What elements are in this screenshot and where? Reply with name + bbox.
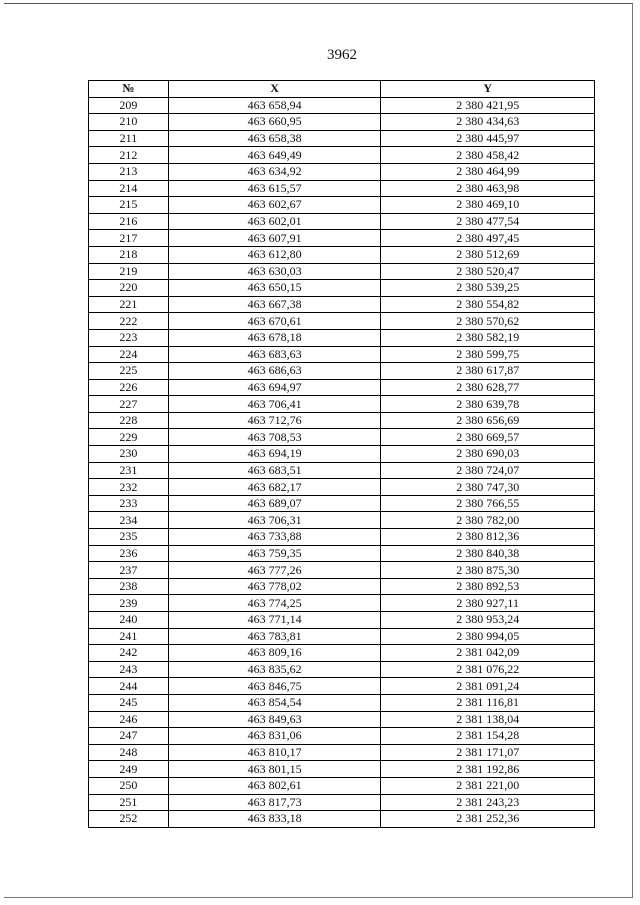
table-row xyxy=(89,329,595,346)
cell-number: 251 xyxy=(89,794,169,811)
table-row xyxy=(89,728,595,745)
cell-y: 2 381 042,09 xyxy=(381,645,595,662)
cell-y: 2 380 953,24 xyxy=(381,612,595,629)
cell-number: 230 xyxy=(89,446,169,463)
table-row xyxy=(89,263,595,280)
table-row xyxy=(89,197,595,214)
table-row xyxy=(89,777,595,794)
cell-y: 2 380 994,05 xyxy=(381,628,595,645)
table-row xyxy=(89,529,595,546)
cell-y: 2 381 154,28 xyxy=(381,728,595,745)
cell-y: 2 380 747,30 xyxy=(381,479,595,496)
table-row xyxy=(89,794,595,811)
cell-number: 238 xyxy=(89,578,169,595)
cell-x: 463 802,61 xyxy=(168,777,381,794)
table-row xyxy=(89,130,595,147)
cell-number: 244 xyxy=(89,678,169,695)
table-row xyxy=(89,628,595,645)
cell-x: 463 849,63 xyxy=(168,711,381,728)
cell-number: 249 xyxy=(89,761,169,778)
cell-x: 463 658,38 xyxy=(168,130,381,147)
cell-number: 213 xyxy=(89,163,169,180)
table-row xyxy=(89,163,595,180)
cell-number: 243 xyxy=(89,661,169,678)
table-row xyxy=(89,313,595,330)
cell-number: 235 xyxy=(89,529,169,546)
cell-number: 219 xyxy=(89,263,169,280)
cell-number: 215 xyxy=(89,197,169,214)
table-row xyxy=(89,761,595,778)
cell-x: 463 678,18 xyxy=(168,329,381,346)
cell-x: 463 686,63 xyxy=(168,363,381,380)
cell-x: 463 733,88 xyxy=(168,529,381,546)
cell-y: 2 380 477,54 xyxy=(381,213,595,230)
cell-x: 463 602,01 xyxy=(168,213,381,230)
table-row xyxy=(89,562,595,579)
cell-y: 2 380 570,62 xyxy=(381,313,595,330)
cell-y: 2 381 116,81 xyxy=(381,694,595,711)
table-row xyxy=(89,246,595,263)
cell-y: 2 380 669,57 xyxy=(381,429,595,446)
table-row xyxy=(89,346,595,363)
cell-x: 463 650,15 xyxy=(168,280,381,297)
table-row xyxy=(89,230,595,247)
cell-y: 2 381 243,23 xyxy=(381,794,595,811)
cell-number: 229 xyxy=(89,429,169,446)
cell-y: 2 380 840,38 xyxy=(381,545,595,562)
cell-number: 209 xyxy=(89,97,169,114)
cell-number: 212 xyxy=(89,147,169,164)
table-row xyxy=(89,147,595,164)
cell-y: 2 380 599,75 xyxy=(381,346,595,363)
cell-number: 239 xyxy=(89,595,169,612)
cell-number: 232 xyxy=(89,479,169,496)
page-number: 3962 xyxy=(327,47,357,63)
table-row xyxy=(89,363,595,380)
cell-y: 2 380 628,77 xyxy=(381,379,595,396)
cell-y: 2 380 434,63 xyxy=(381,114,595,131)
cell-number: 247 xyxy=(89,728,169,745)
cell-y: 2 380 782,00 xyxy=(381,512,595,529)
table-row xyxy=(89,694,595,711)
cell-y: 2 380 617,87 xyxy=(381,363,595,380)
cell-x: 463 706,41 xyxy=(168,396,381,413)
cell-y: 2 380 724,07 xyxy=(381,462,595,479)
cell-x: 463 835,62 xyxy=(168,661,381,678)
cell-y: 2 380 582,19 xyxy=(381,329,595,346)
cell-y: 2 380 463,98 xyxy=(381,180,595,197)
cell-y: 2 380 927,11 xyxy=(381,595,595,612)
cell-x: 463 670,61 xyxy=(168,313,381,330)
cell-x: 463 706,31 xyxy=(168,512,381,529)
cell-y: 2 380 766,55 xyxy=(381,495,595,512)
cell-y: 2 380 464,99 xyxy=(381,163,595,180)
cell-x: 463 833,18 xyxy=(168,811,381,828)
column-header-x: X xyxy=(168,81,381,98)
cell-y: 2 381 192,86 xyxy=(381,761,595,778)
cell-number: 231 xyxy=(89,462,169,479)
cell-y: 2 380 458,42 xyxy=(381,147,595,164)
table-row xyxy=(89,412,595,429)
cell-number: 252 xyxy=(89,811,169,828)
cell-y: 2 380 421,95 xyxy=(381,97,595,114)
coordinates-table xyxy=(88,80,595,828)
table-row xyxy=(89,446,595,463)
table-row xyxy=(89,396,595,413)
cell-number: 223 xyxy=(89,329,169,346)
cell-x: 463 682,17 xyxy=(168,479,381,496)
cell-number: 245 xyxy=(89,694,169,711)
cell-x: 463 810,17 xyxy=(168,744,381,761)
cell-y: 2 380 469,10 xyxy=(381,197,595,214)
column-header-y: Y xyxy=(381,81,595,98)
table-row xyxy=(89,479,595,496)
cell-x: 463 809,16 xyxy=(168,645,381,662)
cell-x: 463 694,19 xyxy=(168,446,381,463)
cell-number: 210 xyxy=(89,114,169,131)
table-row xyxy=(89,578,595,595)
cell-y: 2 380 497,45 xyxy=(381,230,595,247)
cell-x: 463 777,26 xyxy=(168,562,381,579)
column-header-number: № xyxy=(89,81,169,98)
cell-number: 241 xyxy=(89,628,169,645)
cell-y: 2 380 539,25 xyxy=(381,280,595,297)
table-row xyxy=(89,114,595,131)
cell-x: 463 683,51 xyxy=(168,462,381,479)
cell-x: 463 801,15 xyxy=(168,761,381,778)
cell-number: 218 xyxy=(89,246,169,263)
cell-number: 236 xyxy=(89,545,169,562)
cell-number: 224 xyxy=(89,346,169,363)
table-row xyxy=(89,429,595,446)
table-row xyxy=(89,612,595,629)
table-row xyxy=(89,645,595,662)
cell-x: 463 660,95 xyxy=(168,114,381,131)
cell-x: 463 846,75 xyxy=(168,678,381,695)
cell-x: 463 771,14 xyxy=(168,612,381,629)
cell-y: 2 380 445,97 xyxy=(381,130,595,147)
cell-y: 2 380 512,69 xyxy=(381,246,595,263)
cell-x: 463 630,03 xyxy=(168,263,381,280)
cell-y: 2 380 690,03 xyxy=(381,446,595,463)
cell-x: 463 783,81 xyxy=(168,628,381,645)
cell-y: 2 380 875,30 xyxy=(381,562,595,579)
table-row xyxy=(89,811,595,828)
table-row xyxy=(89,495,595,512)
cell-x: 463 689,07 xyxy=(168,495,381,512)
cell-x: 463 615,57 xyxy=(168,180,381,197)
cell-x: 463 612,80 xyxy=(168,246,381,263)
cell-number: 214 xyxy=(89,180,169,197)
table-row xyxy=(89,744,595,761)
cell-number: 217 xyxy=(89,230,169,247)
cell-x: 463 602,67 xyxy=(168,197,381,214)
cell-y: 2 381 171,07 xyxy=(381,744,595,761)
cell-number: 221 xyxy=(89,296,169,313)
table-row xyxy=(89,545,595,562)
cell-x: 463 759,35 xyxy=(168,545,381,562)
cell-number: 216 xyxy=(89,213,169,230)
table-row xyxy=(89,661,595,678)
cell-y: 2 381 252,36 xyxy=(381,811,595,828)
cell-y: 2 381 138,04 xyxy=(381,711,595,728)
cell-number: 211 xyxy=(89,130,169,147)
cell-x: 463 658,94 xyxy=(168,97,381,114)
cell-number: 240 xyxy=(89,612,169,629)
table-row xyxy=(89,180,595,197)
cell-number: 237 xyxy=(89,562,169,579)
table-row xyxy=(89,462,595,479)
table-row xyxy=(89,296,595,313)
cell-number: 228 xyxy=(89,412,169,429)
cell-x: 463 694,97 xyxy=(168,379,381,396)
cell-number: 242 xyxy=(89,645,169,662)
cell-number: 248 xyxy=(89,744,169,761)
table-row xyxy=(89,512,595,529)
cell-y: 2 380 892,53 xyxy=(381,578,595,595)
cell-y: 2 381 091,24 xyxy=(381,678,595,695)
cell-number: 246 xyxy=(89,711,169,728)
cell-y: 2 380 520,47 xyxy=(381,263,595,280)
cell-number: 234 xyxy=(89,512,169,529)
table-row xyxy=(89,97,595,114)
cell-number: 233 xyxy=(89,495,169,512)
table-row xyxy=(89,678,595,695)
table-row xyxy=(89,379,595,396)
cell-x: 463 778,02 xyxy=(168,578,381,595)
cell-x: 463 607,91 xyxy=(168,230,381,247)
cell-number: 222 xyxy=(89,313,169,330)
cell-x: 463 667,38 xyxy=(168,296,381,313)
table-row xyxy=(89,711,595,728)
cell-y: 2 380 554,82 xyxy=(381,296,595,313)
table-header-row xyxy=(89,81,595,98)
cell-x: 463 634,92 xyxy=(168,163,381,180)
cell-x: 463 831,06 xyxy=(168,728,381,745)
cell-x: 463 683,63 xyxy=(168,346,381,363)
cell-x: 463 774,25 xyxy=(168,595,381,612)
cell-x: 463 712,76 xyxy=(168,412,381,429)
cell-y: 2 381 076,22 xyxy=(381,661,595,678)
cell-number: 226 xyxy=(89,379,169,396)
cell-y: 2 380 639,78 xyxy=(381,396,595,413)
cell-x: 463 708,53 xyxy=(168,429,381,446)
cell-x: 463 854,54 xyxy=(168,694,381,711)
cell-y: 2 380 656,69 xyxy=(381,412,595,429)
table-row xyxy=(89,280,595,297)
cell-y: 2 380 812,36 xyxy=(381,529,595,546)
cell-x: 463 817,73 xyxy=(168,794,381,811)
cell-x: 463 649,49 xyxy=(168,147,381,164)
table-row xyxy=(89,595,595,612)
cell-y: 2 381 221,00 xyxy=(381,777,595,794)
cell-number: 250 xyxy=(89,777,169,794)
table-row xyxy=(89,213,595,230)
cell-number: 225 xyxy=(89,363,169,380)
cell-number: 220 xyxy=(89,280,169,297)
cell-number: 227 xyxy=(89,396,169,413)
